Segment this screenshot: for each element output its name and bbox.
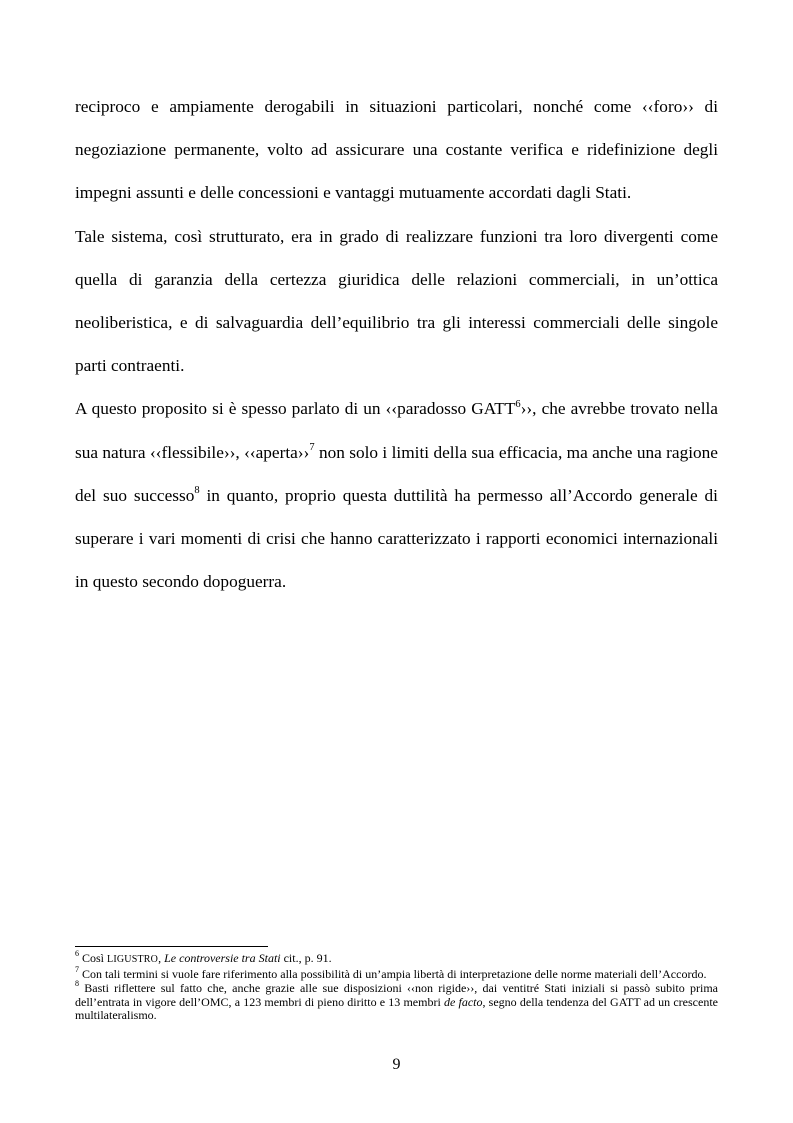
footnote-ref-7[interactable]: 7	[309, 441, 315, 453]
footnotes-section	[75, 949, 718, 1024]
paragraph-3	[75, 387, 718, 603]
footnote-8-number: 8	[75, 979, 79, 989]
main-body-text	[75, 85, 718, 603]
footnote-ref-8[interactable]: 8	[194, 485, 200, 497]
footnote-6-author: LIGUSTRO	[107, 954, 159, 965]
footnote-6-pre: Così	[79, 951, 108, 965]
footnote-8	[75, 979, 718, 1023]
footnote-ref-6[interactable]: 6	[515, 398, 521, 410]
footnote-8-italic: de facto	[443, 994, 483, 1009]
footnote-7-text: Con tali termini si vuole fare riferimento alla possibilità di un’ampia libertà di interpretazione delle norme materiali dell’Accordo.	[79, 966, 707, 981]
paragraph-2: Tale sistema, così strutturato, era in grado di realizzare funzioni tra loro divergenti come quella di garanzia della certezza giuridica delle relazioni commerciali, in un’ottica neoliberistica, e di salvaguardia dell’equilibrio tra gli interessi commerciali delle singole parti contraenti.	[75, 226, 718, 376]
page-number: 9	[392, 1056, 401, 1073]
paragraph-3-part-a: A questo proposito si è spesso parlato di un ‹‹paradosso GATT	[75, 399, 516, 419]
paragraph-1: reciproco e ampiamente derogabili in situazioni particolari, nonché come ‹‹foro›› di negoziazione permanente, volto ad assicurare una costante verifica e ridefinizione degli impegni assunti e delle concessioni e vantaggi mutuamente accordati dagli Stati.	[75, 97, 718, 203]
paragraph-3-part-b: ››, che avrebbe trovato nella sua natura ‹‹flessibile››, ‹‹aperta››	[75, 399, 718, 462]
footnote-6-title: Le controversie tra Stati	[164, 951, 281, 965]
footnote-8-post: , segno della tendenza del GATT ad un crescente multilateralismo.	[75, 994, 718, 1023]
paragraph-3-part-d: in quanto, proprio questa duttilità ha permesso all’Accordo generale di superare i vari momenti di crisi che hanno caratterizzato i rapporti economici internazionali in questo secondo dopoguerra.	[75, 485, 718, 592]
footnote-6	[75, 949, 718, 967]
footnote-separator	[75, 946, 268, 947]
footnote-8-pre: Basti riflettere sul fatto che, anche grazie alle sue disposizioni ‹‹non rigide››, dai ventitré Stati iniziali si passò subito prima dell’entrata in vigore dell’OMC, a 123 membri di pieno diritto e 13 membri	[75, 981, 718, 1009]
footnote-6-post: cit., p. 91.	[280, 951, 332, 965]
footnote-6-sep: ,	[158, 951, 165, 965]
footnote-7-number: 7	[75, 964, 79, 974]
footnote-6-number: 6	[75, 949, 79, 958]
footnote-7	[75, 964, 718, 982]
paragraph-3-part-c: non solo i limiti della sua efficacia, ma anche una ragione del suo successo	[75, 442, 718, 505]
